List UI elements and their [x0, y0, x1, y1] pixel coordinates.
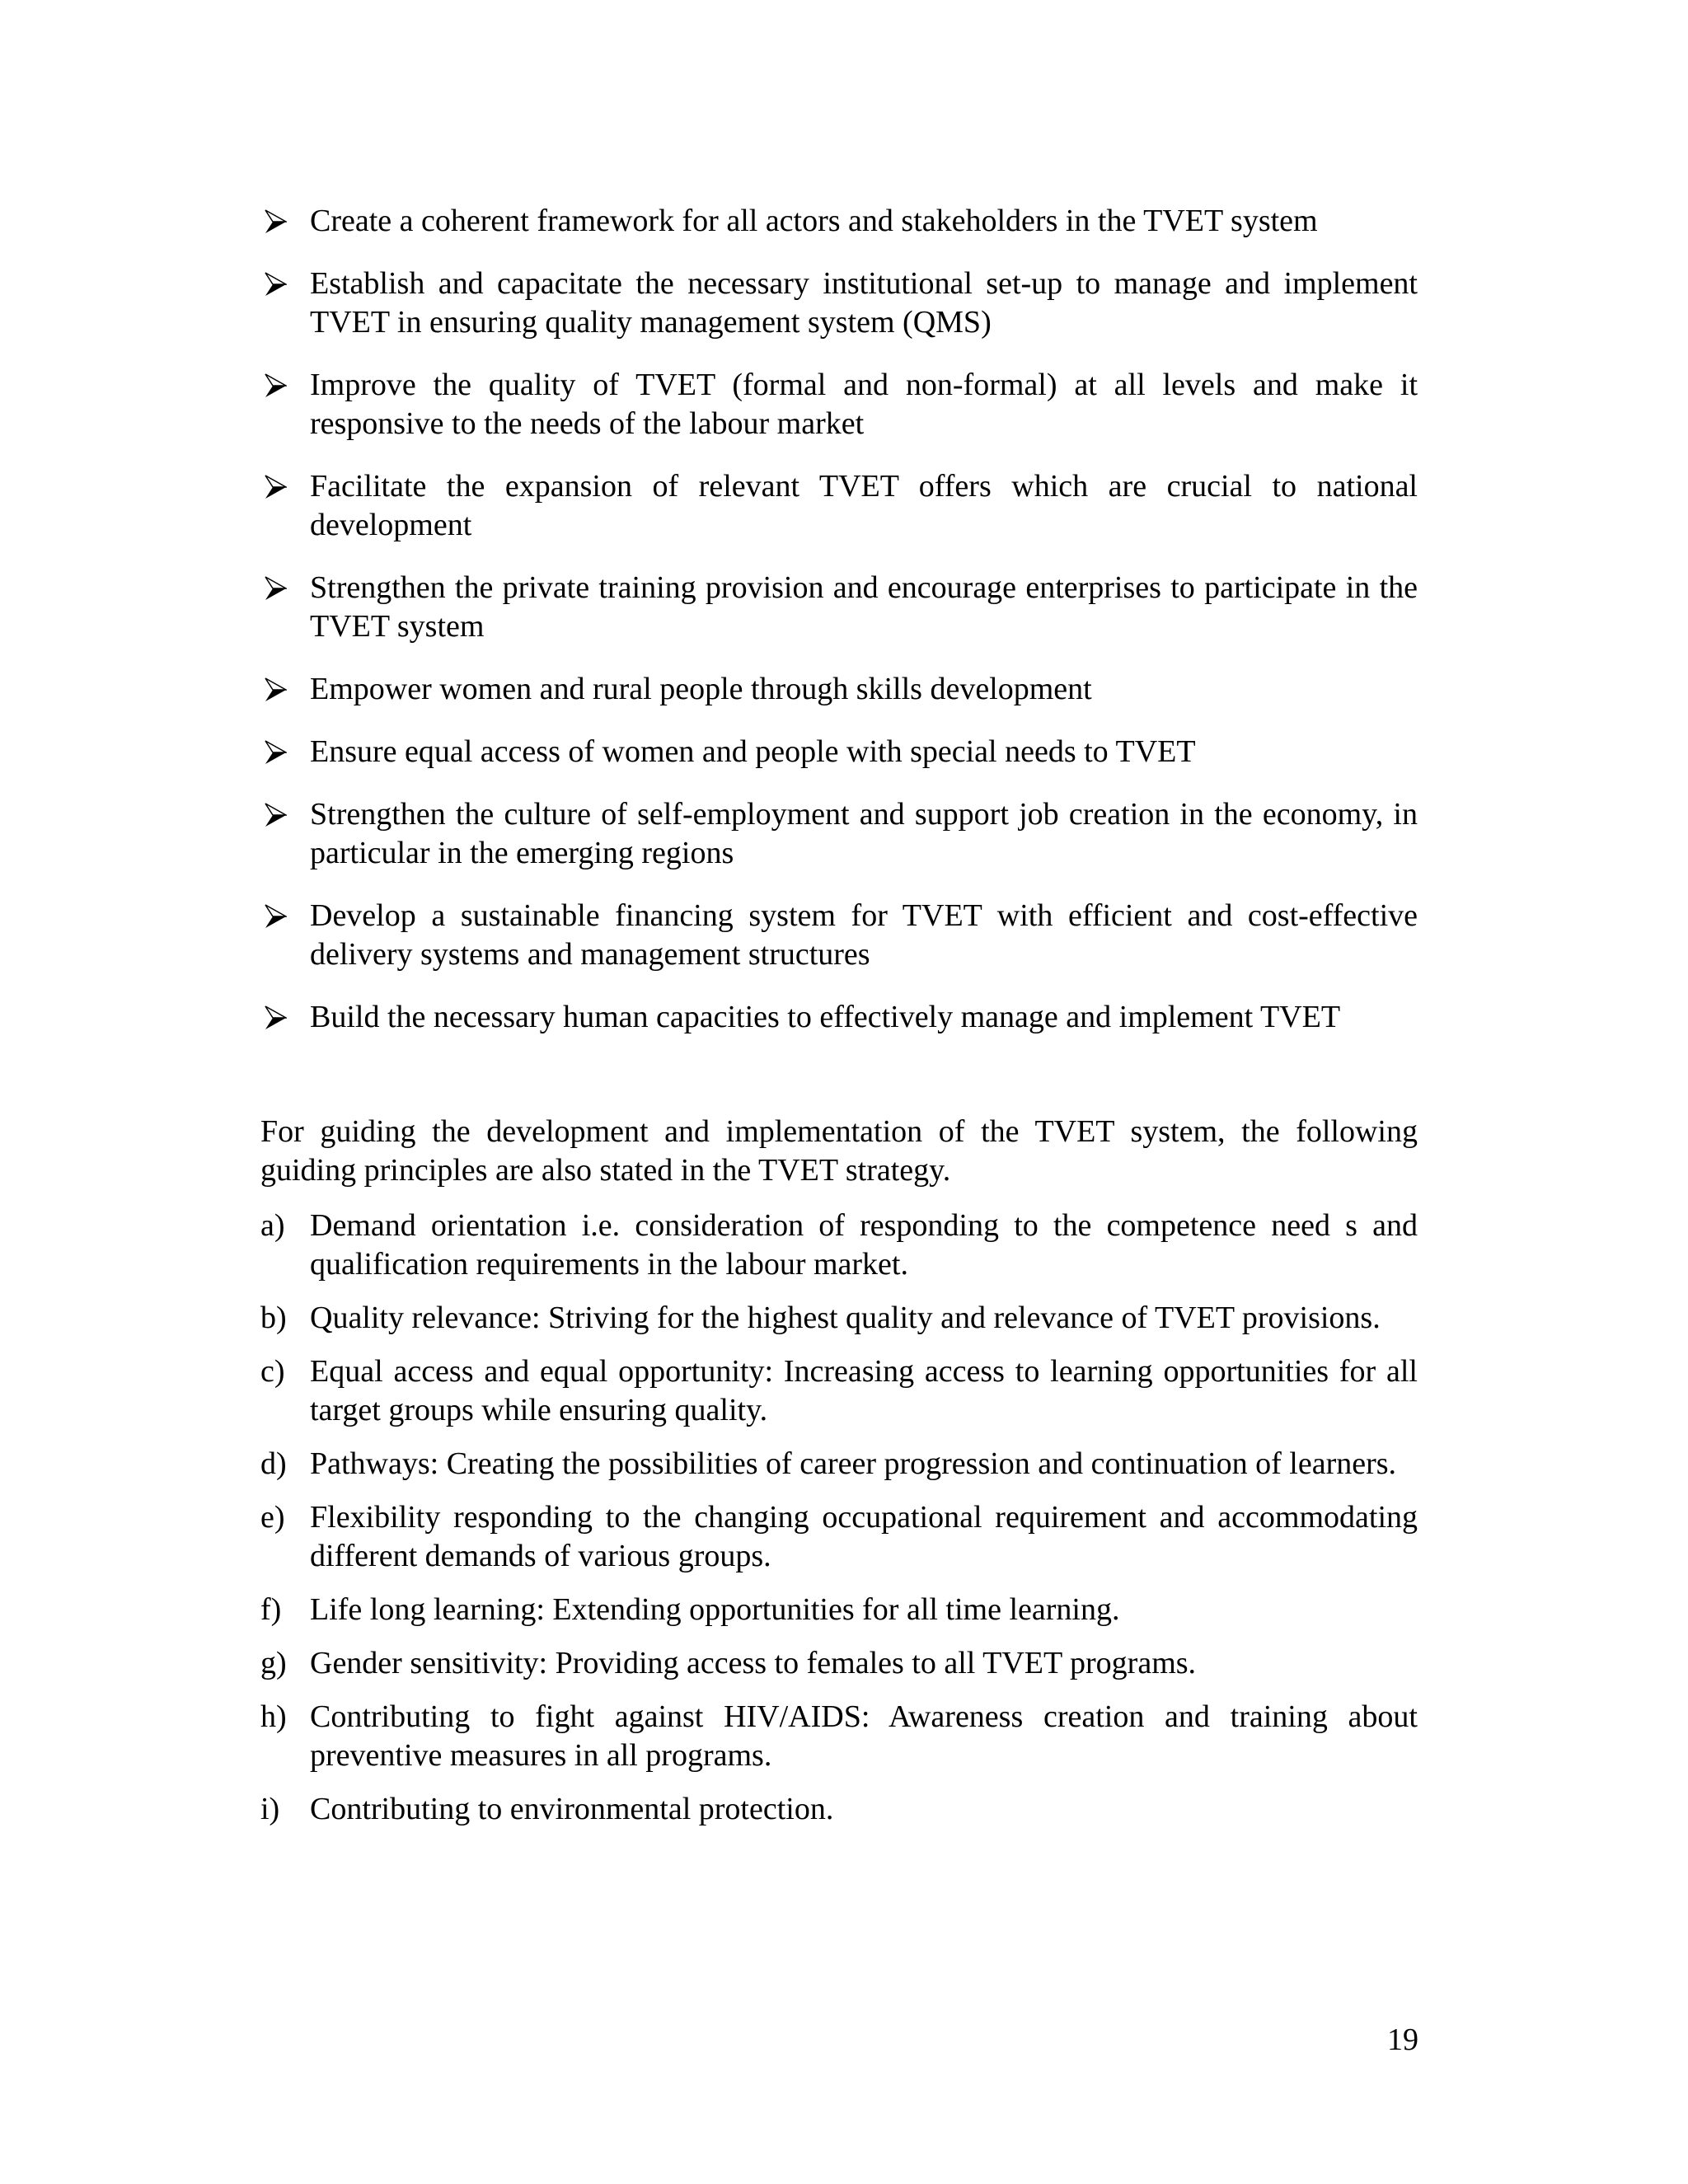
- arrow-bullet-icon: [264, 803, 287, 827]
- principle-text: Quality relevance: Striving for the highest quality and relevance of TVET provisions.: [310, 1301, 1381, 1335]
- arrow-bullet-icon: [264, 677, 287, 702]
- list-item: [260, 998, 1418, 1037]
- objective-text: Strengthen the culture of self-employment and support job creation in the economy, in particular in the emerging regions: [310, 797, 1418, 870]
- arrow-bullet-icon: [264, 475, 287, 499]
- principle-text: Contributing to environmental protection.: [310, 1792, 834, 1826]
- list-item: [260, 1299, 1418, 1338]
- list-item: [260, 265, 1418, 342]
- arrow-bullet-icon: [264, 272, 287, 297]
- arrow-bullet-icon: [264, 373, 287, 398]
- list-item: [260, 1498, 1418, 1576]
- list-letter: f): [260, 1592, 282, 1627]
- principle-text: Gender sensitivity: Providing access to females to all TVET programs.: [310, 1646, 1197, 1680]
- principle-text: Flexibility responding to the changing occupational requirement and accommodating different demands of various groups.: [310, 1500, 1418, 1573]
- list-item: [260, 1790, 1418, 1829]
- arrow-bullet-icon: [264, 209, 287, 234]
- list-item: [260, 670, 1418, 709]
- principles-intro-paragraph: For guiding the development and implementation of the TVET system, the following guiding principles are also stated in the TVET strategy.: [260, 1114, 1418, 1188]
- objective-text: Create a coherent framework for all actors and stakeholders in the TVET system: [310, 204, 1318, 238]
- list-item: [260, 1644, 1418, 1683]
- objective-text: Establish and capacitate the necessary institutional set-up to manage and implement TVET in ensuring quality management system (QMS): [310, 266, 1418, 340]
- list-item: [260, 733, 1418, 771]
- principle-text: Demand orientation i.e. consideration of responding to the competence need s and qualification requirements in the labour market.: [310, 1208, 1418, 1282]
- list-letter: c): [260, 1354, 285, 1389]
- objective-text: Strengthen the private training provision and encourage enterprises to participate in the TVET system: [310, 570, 1418, 644]
- list-item: [260, 366, 1418, 443]
- arrow-bullet-icon: [264, 1005, 287, 1030]
- list-letter: h): [260, 1699, 287, 1734]
- list-item: [260, 1591, 1418, 1629]
- list-letter: b): [260, 1301, 287, 1335]
- arrow-bullet-icon: [264, 576, 287, 601]
- list-letter: d): [260, 1446, 287, 1481]
- list-item: [260, 897, 1418, 974]
- objective-text: Build the necessary human capacities to effectively manage and implement TVET: [310, 1000, 1341, 1034]
- principle-text: Contributing to fight against HIV/AIDS: Awareness creation and training about preventive measures in all programs.: [310, 1699, 1418, 1773]
- objectives-list: [260, 202, 1418, 1037]
- list-item: [260, 1445, 1418, 1483]
- list-item: [260, 1698, 1418, 1775]
- list-letter: e): [260, 1500, 285, 1535]
- list-item: [260, 569, 1418, 646]
- objective-text: Facilitate the expansion of relevant TVET offers which are crucial to national development: [310, 469, 1418, 542]
- list-item: [260, 1207, 1418, 1284]
- list-letter: g): [260, 1646, 287, 1680]
- list-letter: i): [260, 1792, 280, 1826]
- objective-text: Empower women and rural people through skills development: [310, 672, 1092, 706]
- list-item: [260, 1352, 1418, 1430]
- page-number: 19: [1387, 2022, 1418, 2057]
- principle-text: Equal access and equal opportunity: Increasing access to learning opportunities for all target groups while ensuring quality.: [310, 1354, 1418, 1427]
- list-letter: a): [260, 1208, 285, 1243]
- principles-list: [260, 1207, 1418, 1829]
- principle-text: Pathways: Creating the possibilities of career progression and continuation of learners.: [310, 1446, 1397, 1481]
- arrow-bullet-icon: [264, 740, 287, 765]
- principle-text: Life long learning: Extending opportunities for all time learning.: [310, 1592, 1120, 1627]
- list-item: [260, 795, 1418, 873]
- list-item: [260, 467, 1418, 545]
- arrow-bullet-icon: [264, 904, 287, 929]
- objective-text: Develop a sustainable financing system for TVET with efficient and cost-effective delivery systems and management structures: [310, 898, 1418, 972]
- page-content: [260, 202, 1418, 1829]
- list-item: [260, 202, 1418, 241]
- objective-text: Improve the quality of TVET (formal and non-formal) at all levels and make it responsive to the needs of the labour market: [310, 368, 1418, 441]
- objective-text: Ensure equal access of women and people with special needs to TVET: [310, 734, 1196, 769]
